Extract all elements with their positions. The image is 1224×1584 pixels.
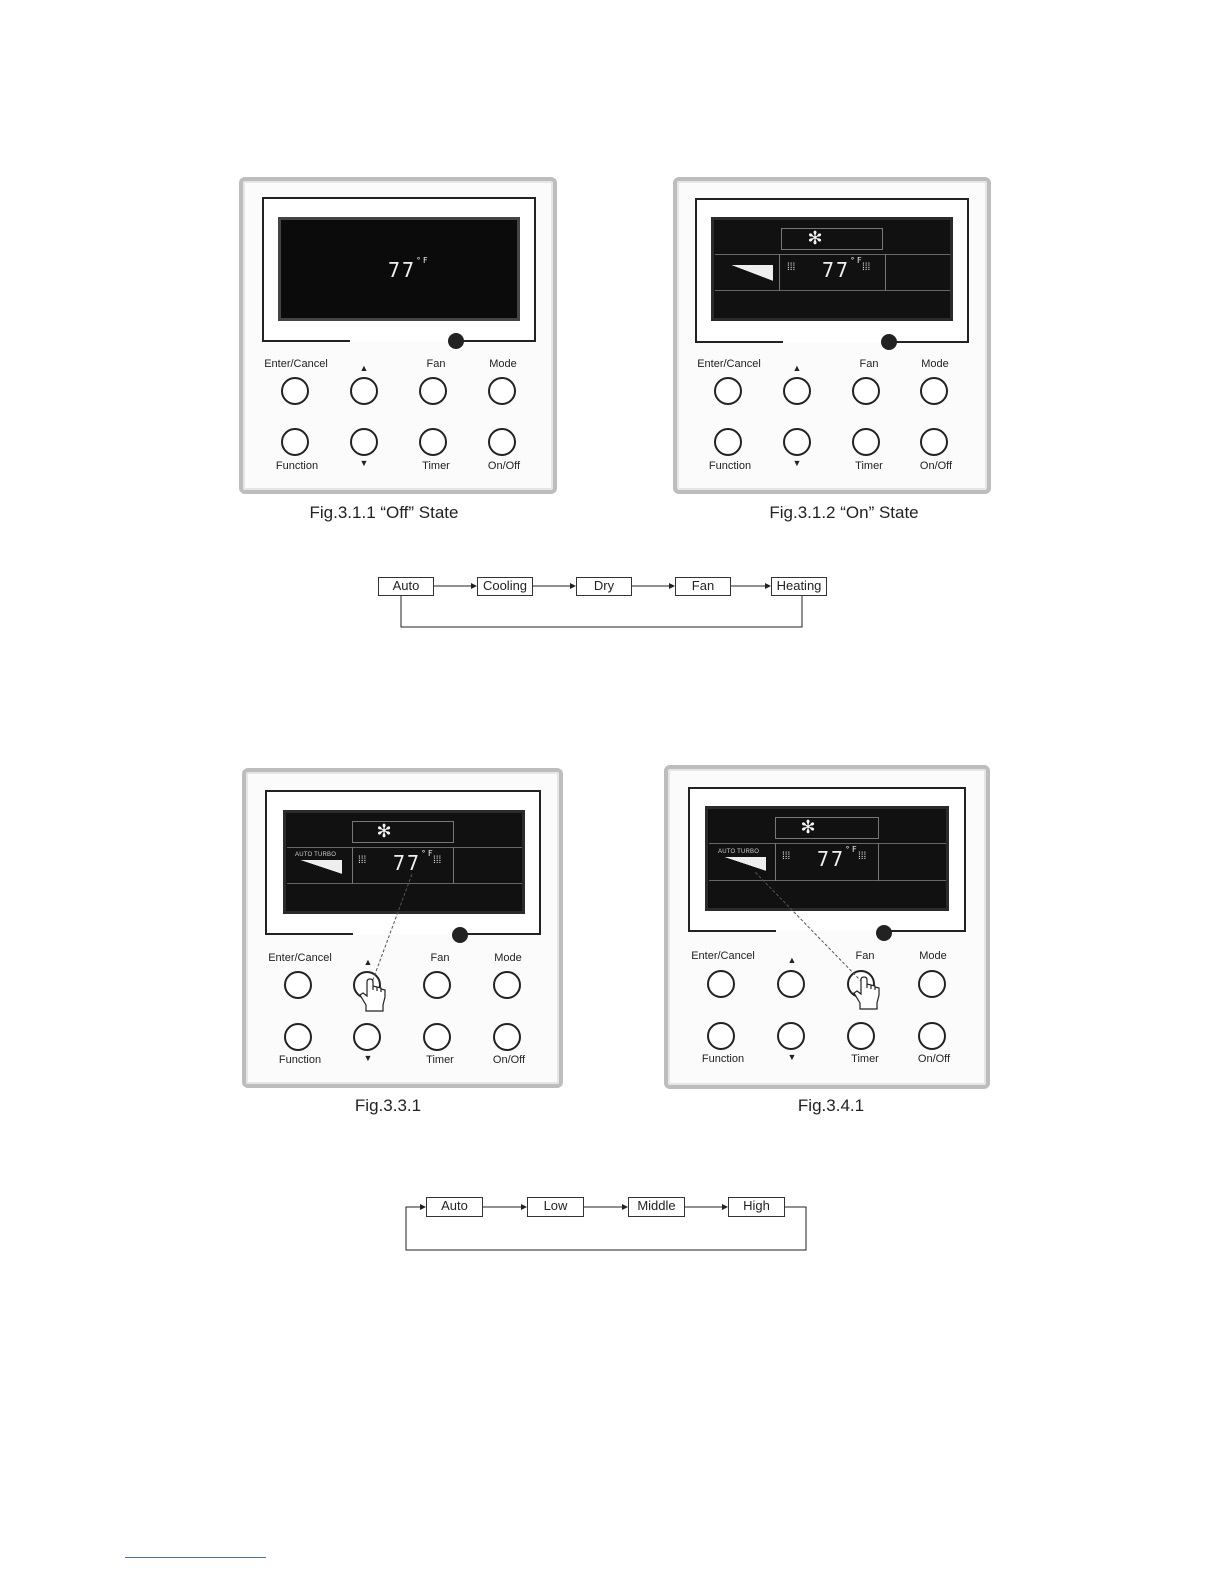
- fig-caption: Fig.3.4.1: [797, 1096, 865, 1115]
- lcd-temperature: $77^{^\circ F}$: [388, 256, 430, 282]
- airflow-left-icon: ⁞⁞⁞: [787, 262, 796, 273]
- enter-cancel-label: Enter/Cancel: [268, 952, 332, 964]
- fan-flow-connectors: [406, 1207, 806, 1250]
- airflow-right-icon: ⁞⁞⁞: [858, 851, 867, 862]
- timer-label: Timer: [851, 1053, 879, 1065]
- pointer-line: [755, 872, 862, 982]
- on-off-label: On/Off: [487, 460, 521, 472]
- fig-caption: Fig.3.1.1 “Off” State: [309, 503, 459, 522]
- on-off-label: On/Off: [919, 460, 953, 472]
- lcd-temperature: $77^{^\circ F}$: [822, 256, 864, 282]
- airflow-left-icon: ⁞⁞⁞: [358, 855, 367, 866]
- mode-flow-auto: Auto: [378, 577, 434, 596]
- down-arrow-icon: ▼: [359, 458, 369, 468]
- mode-flow-connectors: [401, 586, 802, 627]
- airflow-right-icon: ⁞⁞⁞: [433, 855, 442, 866]
- hand-pointer-icon: [360, 979, 385, 1011]
- pointer-line: [371, 874, 412, 985]
- snowflake-icon: ✻: [807, 228, 823, 248]
- fig-caption: Fig.3.3.1: [354, 1096, 422, 1115]
- fan-flow-middle: Middle: [628, 1197, 685, 1217]
- hand-pointer-icon: [854, 977, 879, 1009]
- enter-cancel-label: Enter/Cancel: [691, 950, 755, 962]
- up-arrow-icon: ▲: [787, 955, 797, 965]
- mode-flow-fan: Fan: [675, 577, 731, 596]
- fan-label: Fan: [859, 358, 879, 370]
- down-arrow-icon: ▼: [792, 458, 802, 468]
- airflow-right-icon: ⁞⁞⁞: [862, 262, 871, 273]
- timer-label: Timer: [855, 460, 883, 472]
- function-label: Function: [701, 1053, 745, 1065]
- down-arrow-icon: ▼: [787, 1052, 797, 1062]
- fan-flow-high: High: [728, 1197, 785, 1217]
- fan-flow-low: Low: [527, 1197, 584, 1217]
- enter-cancel-label: Enter/Cancel: [697, 358, 761, 370]
- mode-label: Mode: [494, 952, 522, 964]
- up-arrow-icon: ▲: [792, 363, 802, 373]
- mode-label: Mode: [489, 358, 517, 370]
- timer-label: Timer: [422, 460, 450, 472]
- fan-label: Fan: [855, 950, 875, 962]
- down-arrow-icon: ▼: [363, 1053, 373, 1063]
- lcd-temperature: $77^{^\circ F}$: [817, 845, 859, 871]
- fan-label: Fan: [426, 358, 446, 370]
- lcd-temperature: $77^{^\circ F}$: [393, 849, 435, 875]
- on-off-label: On/Off: [492, 1054, 526, 1066]
- function-label: Function: [278, 1054, 322, 1066]
- function-label: Function: [708, 460, 752, 472]
- snowflake-icon: ✻: [800, 817, 816, 837]
- mode-flow-heating: Heating: [771, 577, 827, 596]
- fig-caption: Fig.3.1.2 “On” State: [769, 503, 919, 522]
- function-label: Function: [275, 460, 319, 472]
- up-arrow-icon: ▲: [363, 957, 373, 967]
- on-off-label: On/Off: [917, 1053, 951, 1065]
- enter-cancel-label: Enter/Cancel: [264, 358, 328, 370]
- mode-label: Mode: [919, 950, 947, 962]
- mode-label: Mode: [921, 358, 949, 370]
- fan-label: Fan: [430, 952, 450, 964]
- mode-flow-dry: Dry: [576, 577, 632, 596]
- timer-label: Timer: [426, 1054, 454, 1066]
- fan-mode-label: AUTO TURBO: [295, 852, 337, 858]
- mode-flow-cooling: Cooling: [477, 577, 533, 596]
- fan-mode-label: AUTO TURBO: [718, 849, 760, 855]
- up-arrow-icon: ▲: [359, 363, 369, 373]
- snowflake-icon: ✻: [376, 821, 392, 841]
- airflow-left-icon: ⁞⁞⁞: [782, 851, 791, 862]
- fan-flow-auto: Auto: [426, 1197, 483, 1217]
